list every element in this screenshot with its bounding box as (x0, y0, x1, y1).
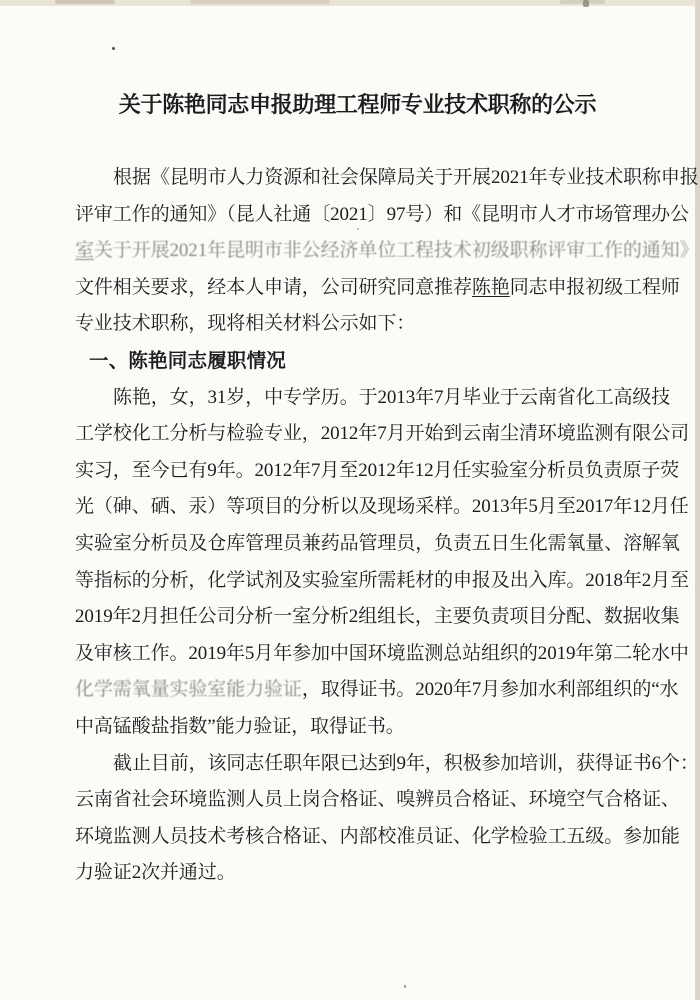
text-segment: 一、陈艳同志履职情况 (89, 349, 287, 372)
document-title: 关于陈艳同志申报助理工程师专业技术职称的公示 (118, 92, 597, 117)
text-segment: 实验室分析员及仓库管理员兼药品管理员，负责五日生化需氧量、溶解氧 (75, 532, 680, 554)
text-segment: 等指标的分析，化学试剂及实验室所需耗材的申报及出入库。2018年2月至 (75, 569, 690, 591)
text-line (75, 563, 690, 600)
text-line (75, 416, 690, 453)
text-segment: 实习，至今已有9年。2012年7月至2012年12月任实验室分析员负责原子荧 (75, 459, 680, 481)
text-line (75, 599, 680, 636)
scan-edge-top (0, 0, 700, 6)
section-heading (89, 343, 640, 380)
text-segment: 截止目前，该同志任职年限已达到9年，积极参加培训，获得证书6个： (113, 752, 699, 774)
text-segment: 根据《昆明市人力资源和社会保障局关于开展2021年专业技术职称申报 (113, 167, 699, 188)
text-line (75, 489, 689, 526)
text-line (75, 782, 680, 819)
text-line (75, 636, 689, 673)
text-segment: 云南省社会环境监测人员上岗合格证、嗅辨员合格证、环境空气合格证、 (75, 789, 680, 811)
text-segment: 同志申报初级工程师 (509, 276, 680, 298)
text-segment: 文件相关要求，经本人申请，公司研究同意推荐 (75, 276, 472, 298)
text-segment: 评审工作的通知》（昆人社通〔2021〕97号）和《昆明市人才市场管理办公 (75, 203, 689, 225)
text-segment: 化学需氧量实验室能力验证 (75, 679, 302, 701)
text-line (75, 380, 671, 417)
text-line (75, 526, 680, 563)
scan-edge-right (695, 0, 700, 1000)
text-segment: 陈艳，女，31岁，中专学历。于2013年7月毕业于云南省化工高级技 (113, 386, 671, 408)
text-segment: 光（砷、硒、汞）等项目的分析以及现场采样。2013年5月至2017年12月任 (75, 496, 689, 518)
text-line (75, 270, 680, 307)
text-segment: 专业技术职称，现将相关材料公示如下： (75, 313, 416, 335)
underlined-name: 室 (75, 240, 94, 262)
text-segment: 及审核工作。2019年5月年参加中国环境监测总站组织的2019年第二轮水中 (75, 642, 689, 664)
text-segment: 工学校化工分析与检验专业，2012年7月开始到云南尘清环境监测有限公司 (75, 423, 690, 445)
text-segment: 关于开展2021年昆明市非公经济单位工程技术初级职称评审工作的通知》 (93, 240, 699, 262)
text-segment: 中高锰酸盐指数”能力验证，取得证书。 (75, 715, 405, 737)
text-line (75, 453, 680, 490)
text-line (75, 197, 689, 234)
text-line (75, 306, 640, 343)
text-segment: ，取得证书。2020年7月参加水利部组织的“水 (301, 679, 679, 701)
scan-smudge (583, 0, 589, 7)
scan-speck (112, 47, 115, 50)
text-segment: 力验证2次并通过。 (75, 862, 236, 884)
underlined-name: 陈艳 (471, 276, 510, 298)
text-line (75, 819, 680, 856)
text-segment: 2019年2月担任公司分析一室分析2组组长，主要负责项目分配、数据收集 (75, 606, 680, 628)
text-line (75, 709, 640, 746)
text-line (75, 855, 640, 892)
scan-smudge (190, 0, 330, 4)
document-content (75, 90, 699, 892)
scan-smudge (55, 0, 115, 4)
text-line (75, 672, 679, 709)
text-line (75, 746, 699, 783)
text-segment: 环境监测人员技术考核合格证、内部校准员证、化学检验工五级。参加能 (75, 825, 680, 847)
text-line (75, 160, 699, 197)
text-line (75, 233, 699, 270)
document-body (75, 160, 699, 892)
scan-speck (404, 985, 406, 988)
